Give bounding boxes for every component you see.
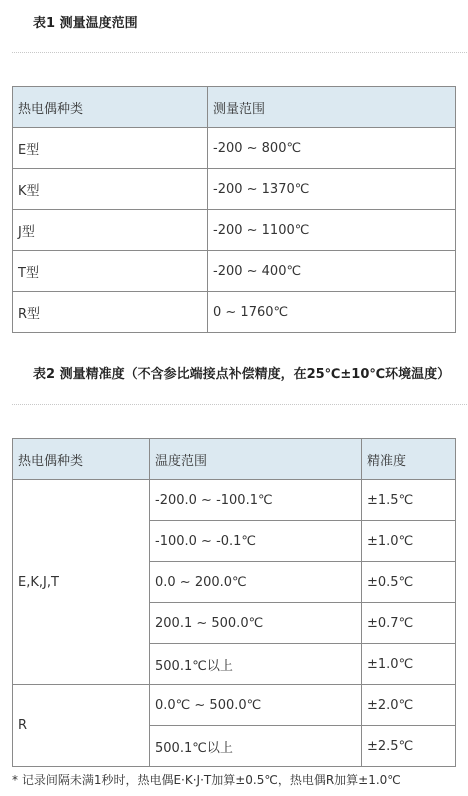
range-cell: -100.0 ~ -0.1℃ — [150, 521, 362, 562]
range-cell: 500.1℃以上 — [150, 726, 362, 767]
accuracy-cell: ±1.5℃ — [362, 480, 456, 521]
accuracy-cell: ±2.5℃ — [362, 726, 456, 767]
range-cell: -200 ~ 800℃ — [208, 128, 456, 169]
range-cell: 0 ~ 1760℃ — [208, 292, 456, 333]
group-type-cell: R — [13, 685, 150, 767]
table-row — [13, 685, 456, 726]
range-cell: 200.1 ~ 500.0℃ — [150, 603, 362, 644]
accuracy-cell: ±1.0℃ — [362, 521, 456, 562]
table2-title: 表2 测量精准度（不含参比端接点补偿精度，在25℃±10℃环境温度） — [33, 367, 451, 382]
type-cell: K型 — [13, 169, 208, 210]
table-header-row — [13, 439, 456, 480]
range-cell: -200 ~ 1100℃ — [208, 210, 456, 251]
footnote: * 记录间隔未满1秒时，热电偶E·K·J·T加算±0.5℃，热电偶R加算±1.0℃ — [12, 773, 401, 787]
divider — [12, 52, 467, 53]
range-cell: -200 ~ 400℃ — [208, 251, 456, 292]
table-header-row — [13, 87, 456, 128]
type-cell: J型 — [13, 210, 208, 251]
divider — [12, 404, 467, 405]
table-row — [13, 480, 456, 521]
table-row — [13, 292, 456, 333]
range-cell: 500.1℃以上 — [150, 644, 362, 685]
header-accuracy: 精准度 — [362, 439, 456, 480]
range-cell: 0.0 ~ 200.0℃ — [150, 562, 362, 603]
header-temperature-range: 温度范围 — [150, 439, 362, 480]
accuracy-cell: ±1.0℃ — [362, 644, 456, 685]
table-row — [13, 251, 456, 292]
group-type-cell: E,K,J,T — [13, 480, 150, 685]
accuracy-cell: ±2.0℃ — [362, 685, 456, 726]
accuracy-cell: ±0.7℃ — [362, 603, 456, 644]
header-thermocouple-type: 热电偶种类 — [13, 439, 150, 480]
table-row — [13, 169, 456, 210]
range-table — [12, 86, 456, 333]
type-cell: T型 — [13, 251, 208, 292]
range-cell: 0.0℃ ~ 500.0℃ — [150, 685, 362, 726]
range-cell: -200.0 ~ -100.1℃ — [150, 480, 362, 521]
header-thermocouple-type: 热电偶种类 — [13, 87, 208, 128]
type-cell: E型 — [13, 128, 208, 169]
range-cell: -200 ~ 1370℃ — [208, 169, 456, 210]
accuracy-table — [12, 438, 456, 767]
type-cell: R型 — [13, 292, 208, 333]
table1-title: 表1 测量温度范围 — [33, 16, 138, 31]
table-row — [13, 128, 456, 169]
header-measure-range: 测量范围 — [208, 87, 456, 128]
table-row — [13, 210, 456, 251]
accuracy-cell: ±0.5℃ — [362, 562, 456, 603]
